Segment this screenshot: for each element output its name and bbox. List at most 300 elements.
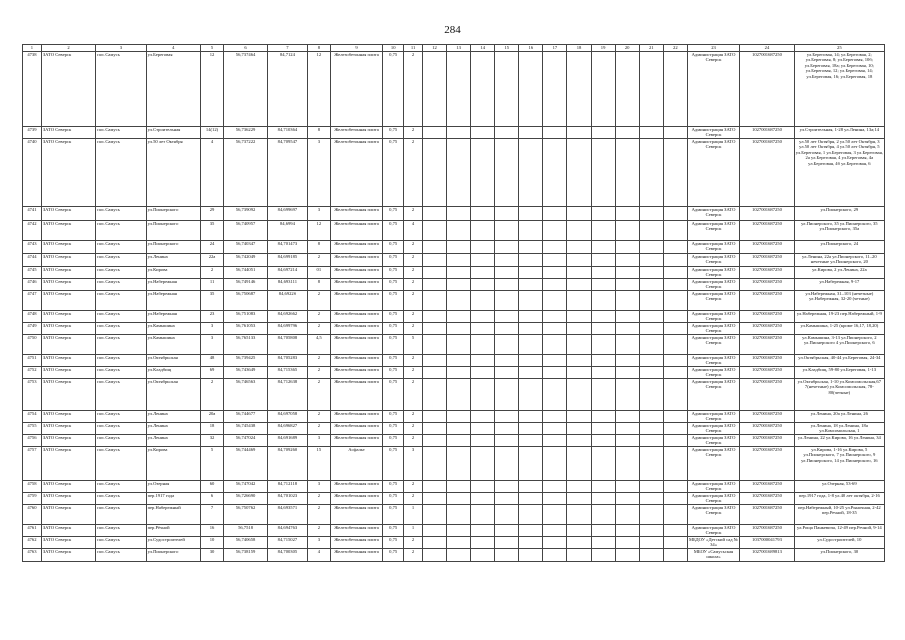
- table-cell: 84,6994: [268, 221, 308, 241]
- table-cell: [639, 254, 663, 267]
- table-cell: 3: [307, 139, 330, 207]
- table-cell: 4741: [23, 207, 42, 221]
- table-cell: [567, 52, 591, 127]
- table-cell: 0,75: [383, 447, 404, 481]
- table-cell: 1027001687250: [740, 221, 794, 241]
- table-cell: [519, 481, 543, 493]
- table-cell: ул.Кирова, 1-16 ул.Кирова, 5 ул.Пионерского, 7 ул.Пионерского, 9 ул.Пионерского, 14 ул.Пионерского, 16: [794, 447, 884, 481]
- table-cell: МБДОУ «Детский сад № 34»: [689, 537, 739, 548]
- table-cell: ЗАТО Северск: [41, 279, 95, 291]
- table-cell: ЗАТО Северск: [41, 493, 95, 505]
- table-cell: [543, 411, 567, 423]
- table-cell: [543, 549, 567, 562]
- table-cell: [639, 241, 663, 254]
- table-cell: Железобетонная плита: [330, 379, 382, 411]
- table-cell: Администрация ЗАТО Северск: [687, 355, 739, 367]
- table-cell: [567, 207, 591, 221]
- table-cell: 0,75: [383, 335, 404, 355]
- table-cell: [495, 355, 519, 367]
- table-cell: ул.Пионерского, 24: [794, 241, 884, 254]
- table-cell: [495, 493, 519, 505]
- table-cell: [639, 435, 663, 447]
- table-cell: [495, 221, 519, 241]
- table-cell: пос.Самусь: [96, 355, 146, 367]
- table-cell: 4759: [23, 493, 42, 505]
- table-cell: [495, 379, 519, 411]
- table-cell: ЗАТО Северск: [41, 505, 95, 525]
- table-cell: [471, 267, 495, 279]
- table-cell: [495, 311, 519, 323]
- table-cell: [663, 52, 687, 127]
- table-cell: ул.Ленина, 18 ул.Ленина, 18а ул.Комсомольская, 1: [794, 423, 884, 435]
- table-cell: [447, 379, 471, 411]
- table-cell: 1027001689813: [740, 549, 794, 562]
- table-cell: [615, 423, 639, 435]
- table-cell: [663, 291, 687, 311]
- table-cell: 24: [201, 241, 224, 254]
- table-cell: [591, 481, 615, 493]
- table-cell: Железобетонная плита: [330, 139, 382, 207]
- table-cell: [519, 505, 543, 525]
- table-cell: [543, 52, 567, 127]
- table-cell: 56,745438: [224, 423, 268, 435]
- table-cell: [471, 291, 495, 311]
- table-cell: [663, 207, 687, 221]
- table-cell: 32: [201, 435, 224, 447]
- table-cell: 2: [307, 525, 330, 537]
- table-cell: [519, 127, 543, 139]
- table-cell: пос.Самусь: [96, 291, 146, 311]
- table-cell: ул.Октябрьская: [146, 379, 200, 411]
- table-cell: ул.Судостроителей: [146, 537, 200, 549]
- table-cell: 2: [201, 267, 224, 279]
- table-cell: 1027001687250: [740, 311, 794, 323]
- table-cell: Администрация ЗАТО Северск: [687, 435, 739, 447]
- table-cell: пос.Самусь: [96, 549, 146, 562]
- table-cell: [543, 447, 567, 481]
- table-row: [23, 411, 885, 423]
- table-cell: 0,75: [383, 355, 404, 367]
- table-cell: 1027001687250: [740, 335, 794, 355]
- table-cell: [639, 52, 663, 127]
- table-cell: [615, 241, 639, 254]
- table-cell: ул.Камышина, 3-13 ул.Пионерского, 2 ул.Пионерского 4 ул.Пионерского, 6: [794, 335, 884, 355]
- table-cell: 56,740347: [224, 241, 268, 254]
- table-cell: ул.Кирова: [146, 267, 200, 279]
- table-row: [23, 481, 885, 493]
- table-cell: [423, 279, 447, 291]
- column-number-8: 8: [307, 45, 330, 52]
- table-cell: ЗАТО Северск: [41, 525, 95, 537]
- table-cell: [567, 505, 591, 525]
- table-cell: [471, 411, 495, 423]
- table-cell: [471, 549, 495, 562]
- table-cell: [615, 549, 639, 562]
- table-cell: 2: [404, 435, 423, 447]
- table-cell: ЗАТО Северск: [41, 291, 95, 311]
- column-number-6: 6: [224, 45, 268, 52]
- table-cell: 0,75: [383, 505, 404, 525]
- table-cell: [639, 493, 663, 505]
- table-cell: [423, 367, 447, 379]
- table-cell: 2: [307, 379, 330, 411]
- table-cell: 2: [307, 355, 330, 367]
- table-cell: Администрация ЗАТО Северск: [687, 335, 739, 355]
- table-cell: ул.Строительная, 1-28 ул.Ленина, 13а;14: [794, 127, 884, 139]
- table-row: [23, 207, 885, 221]
- table-cell: Железобетонная плита: [330, 423, 382, 435]
- table-cell: 56,747042: [224, 481, 268, 493]
- table-cell: 0,75: [383, 525, 404, 537]
- table-cell: ул.Камышина: [146, 323, 200, 335]
- column-number-13: 13: [447, 45, 471, 52]
- table-cell: [591, 435, 615, 447]
- table-cell: 0,75: [383, 367, 404, 379]
- table-cell: [423, 447, 447, 481]
- table-cell: 84,701473: [268, 241, 308, 254]
- table-cell: [495, 423, 519, 435]
- table-cell: [471, 254, 495, 267]
- table-cell: Железобетонная плита: [330, 254, 382, 267]
- table-cell: [423, 505, 447, 525]
- table-cell: ул.Набережная: [146, 279, 200, 291]
- table-row: [23, 525, 885, 537]
- table-cell: [519, 311, 543, 323]
- column-number-14: 14: [471, 45, 495, 52]
- table-cell: пос.Самусь: [96, 52, 146, 127]
- table-cell: пер.1917 года, 1-8 ул.40 лет октября, 2-16: [794, 493, 884, 505]
- table-cell: 2: [307, 411, 330, 423]
- table-cell: [519, 435, 543, 447]
- table-row: [23, 379, 885, 411]
- table-cell: 0,75: [383, 537, 404, 549]
- table-cell: 12: [201, 52, 224, 127]
- table-cell: [495, 549, 519, 562]
- table-cell: 84,715027: [268, 537, 308, 549]
- table-cell: ул.Ленина: [146, 411, 200, 423]
- table-cell: [639, 335, 663, 355]
- column-number-24: 24: [740, 45, 794, 52]
- table-cell: ЗАТО Северск: [41, 481, 95, 493]
- table-cell: 56,751083: [224, 311, 268, 323]
- table-cell: Железобетонная плита: [330, 127, 382, 139]
- table-cell: [447, 355, 471, 367]
- table-cell: пос.Самусь: [96, 323, 146, 335]
- table-cell: 84,712638: [268, 379, 308, 411]
- table-cell: 4761: [23, 525, 42, 537]
- table-cell: ул.Набережная, 9-17: [794, 279, 884, 291]
- table-cell: 84,715365: [268, 367, 308, 379]
- column-number-9: 9: [330, 45, 382, 52]
- table-cell: [543, 335, 567, 355]
- table-row: [23, 311, 885, 323]
- table-cell: [591, 505, 615, 525]
- table-cell: [615, 335, 639, 355]
- table-cell: ул.Ленина, 22 ул.Кирова, 16 ул.Ленина, 34: [794, 435, 884, 447]
- table-cell: пер.Набережный: [146, 505, 200, 525]
- table-cell: Администрация ЗАТО Северск: [687, 411, 739, 423]
- table-cell: 0,75: [383, 127, 404, 139]
- table-cell: [447, 493, 471, 505]
- table-cell: [615, 52, 639, 127]
- table-cell: [423, 291, 447, 311]
- table-cell: [423, 549, 447, 562]
- table-cell: [543, 279, 567, 291]
- table-cell: 5: [404, 335, 423, 355]
- column-number-22: 22: [663, 45, 687, 52]
- table-cell: 1027001687250: [740, 481, 794, 493]
- register-table: [22, 44, 885, 562]
- table-cell: ул.50 лет Октября: [146, 139, 200, 207]
- table-cell: ул.Ленина, 22а ул.Пионерского, 11–20 нечетные ул.Пионерского, 20: [794, 254, 884, 267]
- table-cell: 56,743649: [224, 367, 268, 379]
- table-row: [23, 221, 885, 241]
- table-cell: [447, 481, 471, 493]
- table-cell: 2: [404, 52, 423, 127]
- table-cell: [615, 505, 639, 525]
- table-cell: [471, 447, 495, 481]
- table-cell: 84,692662: [268, 311, 308, 323]
- table-cell: ул.Береговая, 14; ул.Береговая, 2; ул.Береговая, 8; ул.Береговая, 10б; ул.Береговая, 18а; ул.Береговая, 10; ул.Береговая, 12; ул.Береговая, 14; ул.Береговая, 16; ул.Береговая, 18: [794, 52, 884, 127]
- table-cell: 0,75: [383, 267, 404, 279]
- table-cell: [447, 505, 471, 525]
- table-cell: [495, 127, 519, 139]
- table-cell: 3: [307, 207, 330, 221]
- table-cell: [615, 323, 639, 335]
- table-cell: [471, 481, 495, 493]
- table-cell: 56,737222: [224, 139, 268, 207]
- table-cell: 0,75: [383, 221, 404, 241]
- table-cell: [639, 447, 663, 481]
- table-cell: 56,750687: [224, 291, 268, 311]
- table-cell: 2: [307, 505, 330, 525]
- table-cell: [639, 481, 663, 493]
- table-cell: пос.Самусь: [96, 207, 146, 221]
- table-cell: 56,740658: [224, 537, 268, 549]
- table-cell: [543, 127, 567, 139]
- table-cell: [615, 537, 639, 549]
- table-cell: Железобетонная плита: [330, 481, 382, 493]
- table-cell: 84,699697: [268, 207, 308, 221]
- table-cell: 84,705283: [268, 355, 308, 367]
- table-row: [23, 493, 885, 505]
- table-cell: ЗАТО Северск: [41, 323, 95, 335]
- table-cell: [639, 291, 663, 311]
- table-cell: 1027001687250: [740, 367, 794, 379]
- column-number-2: 2: [41, 45, 95, 52]
- table-cell: 0,75: [383, 207, 404, 221]
- column-number-25: 25: [794, 45, 884, 52]
- table-cell: [663, 127, 687, 139]
- table-cell: [591, 423, 615, 435]
- table-cell: Администрация ЗАТО Северск: [687, 267, 739, 279]
- table-cell: 4744: [23, 254, 42, 267]
- table-cell: 3: [201, 335, 224, 355]
- table-cell: 84,699185: [268, 254, 308, 267]
- table-cell: 56,738159: [224, 549, 268, 562]
- table-cell: [447, 291, 471, 311]
- table-cell: [543, 493, 567, 505]
- table-cell: [663, 525, 687, 537]
- table-cell: 56,740957: [224, 221, 268, 241]
- table-cell: [663, 241, 687, 254]
- table-cell: [543, 355, 567, 367]
- table-cell: [615, 254, 639, 267]
- table-row: [23, 549, 885, 562]
- table-row: [23, 267, 885, 279]
- table-cell: 84,699796: [268, 323, 308, 335]
- table-cell: ул.Роща Панкевича, 12-49 пер.Речной, 9-14: [794, 525, 884, 537]
- table-cell: Администрация ЗАТО Северск: [687, 311, 739, 323]
- table-cell: [447, 537, 471, 549]
- table-cell: 2: [404, 323, 423, 335]
- table-cell: [519, 379, 543, 411]
- table-cell: [519, 493, 543, 505]
- table-cell: 4762: [23, 537, 42, 549]
- table-cell: пос.Самусь: [96, 423, 146, 435]
- table-row: [23, 291, 885, 311]
- table-cell: [567, 139, 591, 207]
- table-cell: 4742: [23, 221, 42, 241]
- table-cell: ЗАТО Северск: [41, 52, 95, 127]
- table-cell: [663, 423, 687, 435]
- table-cell: 2: [307, 311, 330, 323]
- table-cell: [567, 447, 591, 481]
- table-cell: [495, 291, 519, 311]
- table-cell: пос.Самусь: [96, 525, 146, 537]
- table-cell: 0,75: [383, 311, 404, 323]
- table-cell: [663, 323, 687, 335]
- table-cell: [663, 139, 687, 207]
- table-cell: ул.Набережная: [146, 311, 200, 323]
- table-cell: ул.Пионерского: [146, 241, 200, 254]
- table-cell: [423, 537, 447, 549]
- table-cell: 84,693571: [268, 505, 308, 525]
- table-cell: ЗАТО Северск: [41, 447, 95, 481]
- table-cell: 16: [201, 525, 224, 537]
- table-cell: [447, 139, 471, 207]
- table-cell: пос.Самусь: [96, 447, 146, 481]
- table-cell: 56,749146: [224, 279, 268, 291]
- table-cell: [663, 279, 687, 291]
- table-cell: [519, 267, 543, 279]
- table-cell: ул.Ленина, 20а ул.Ленина, 26: [794, 411, 884, 423]
- table-cell: [591, 139, 615, 207]
- table-cell: 14(12): [201, 127, 224, 139]
- table-cell: пос.Самусь: [96, 537, 146, 549]
- table-cell: Администрация ЗАТО Северск: [687, 221, 739, 241]
- table-cell: 0,75: [383, 423, 404, 435]
- table-cell: [591, 355, 615, 367]
- table-cell: [447, 367, 471, 379]
- table-cell: [423, 267, 447, 279]
- table-row: [23, 423, 885, 435]
- table-cell: ЗАТО Северск: [41, 379, 95, 411]
- table-cell: [447, 447, 471, 481]
- table-cell: [471, 525, 495, 537]
- table-cell: [495, 279, 519, 291]
- table-cell: [591, 447, 615, 481]
- table-cell: 0,75: [383, 139, 404, 207]
- table-cell: [615, 435, 639, 447]
- table-cell: [663, 221, 687, 241]
- table-cell: пер.Рѐчной: [146, 525, 200, 537]
- table-cell: Железобетонная плита: [330, 505, 382, 525]
- table-cell: 35: [201, 221, 224, 241]
- table-cell: 23: [201, 311, 224, 323]
- table-cell: [447, 279, 471, 291]
- table-cell: [591, 411, 615, 423]
- table-cell: 4751: [23, 355, 42, 367]
- table-cell: [519, 423, 543, 435]
- table-cell: [639, 279, 663, 291]
- column-number-10: 10: [383, 45, 404, 52]
- table-cell: Железобетонная плита: [330, 52, 382, 127]
- table-cell: 10: [201, 537, 224, 549]
- table-cell: ул.Кирова: [146, 447, 200, 481]
- table-cell: 15: [307, 447, 330, 481]
- table-cell: Администрация ЗАТО Северск: [687, 493, 739, 505]
- table-cell: [471, 423, 495, 435]
- table-cell: 4738: [23, 52, 42, 127]
- table-cell: [543, 291, 567, 311]
- table-cell: [591, 267, 615, 279]
- table-cell: 4760: [23, 505, 42, 525]
- table-cell: [567, 423, 591, 435]
- table-cell: [423, 52, 447, 127]
- table-cell: 56,750762: [224, 505, 268, 525]
- table-cell: [567, 537, 591, 549]
- table-cell: 3: [307, 537, 330, 549]
- table-cell: 6: [201, 493, 224, 505]
- table-cell: 1027001687250: [740, 267, 794, 279]
- table-cell: 0,75: [383, 493, 404, 505]
- table-cell: Администрация ЗАТО Северск: [687, 525, 739, 537]
- table-cell: 2: [404, 423, 423, 435]
- table-cell: 56,737464: [224, 52, 268, 127]
- table-cell: пос.Самусь: [96, 241, 146, 254]
- table-cell: 2: [404, 367, 423, 379]
- table-row: [23, 367, 885, 379]
- table-cell: 4: [404, 221, 423, 241]
- table-cell: [447, 435, 471, 447]
- table-cell: ул.Октябрьская: [146, 355, 200, 367]
- table-cell: [471, 355, 495, 367]
- table-cell: 4748: [23, 311, 42, 323]
- table-cell: [447, 267, 471, 279]
- table-row: [23, 52, 885, 127]
- table-cell: [543, 367, 567, 379]
- table-cell: 84,694763: [268, 525, 308, 537]
- table-cell: [591, 221, 615, 241]
- table-cell: [591, 311, 615, 323]
- table-cell: [519, 411, 543, 423]
- table-cell: [663, 335, 687, 355]
- table-cell: ЗАТО Северск: [41, 254, 95, 267]
- table-cell: 0,75: [383, 435, 404, 447]
- table-cell: [615, 411, 639, 423]
- column-number-11: 11: [404, 45, 423, 52]
- table-cell: [423, 221, 447, 241]
- table-cell: [447, 411, 471, 423]
- table-cell: ЗАТО Северск: [41, 207, 95, 221]
- table-cell: Администрация ЗАТО Северск: [687, 505, 739, 525]
- table-cell: [519, 355, 543, 367]
- table-cell: Железобетонная плита: [330, 207, 382, 221]
- table-cell: [447, 525, 471, 537]
- table-cell: 2: [404, 493, 423, 505]
- table-cell: Железобетонная плита: [330, 525, 382, 537]
